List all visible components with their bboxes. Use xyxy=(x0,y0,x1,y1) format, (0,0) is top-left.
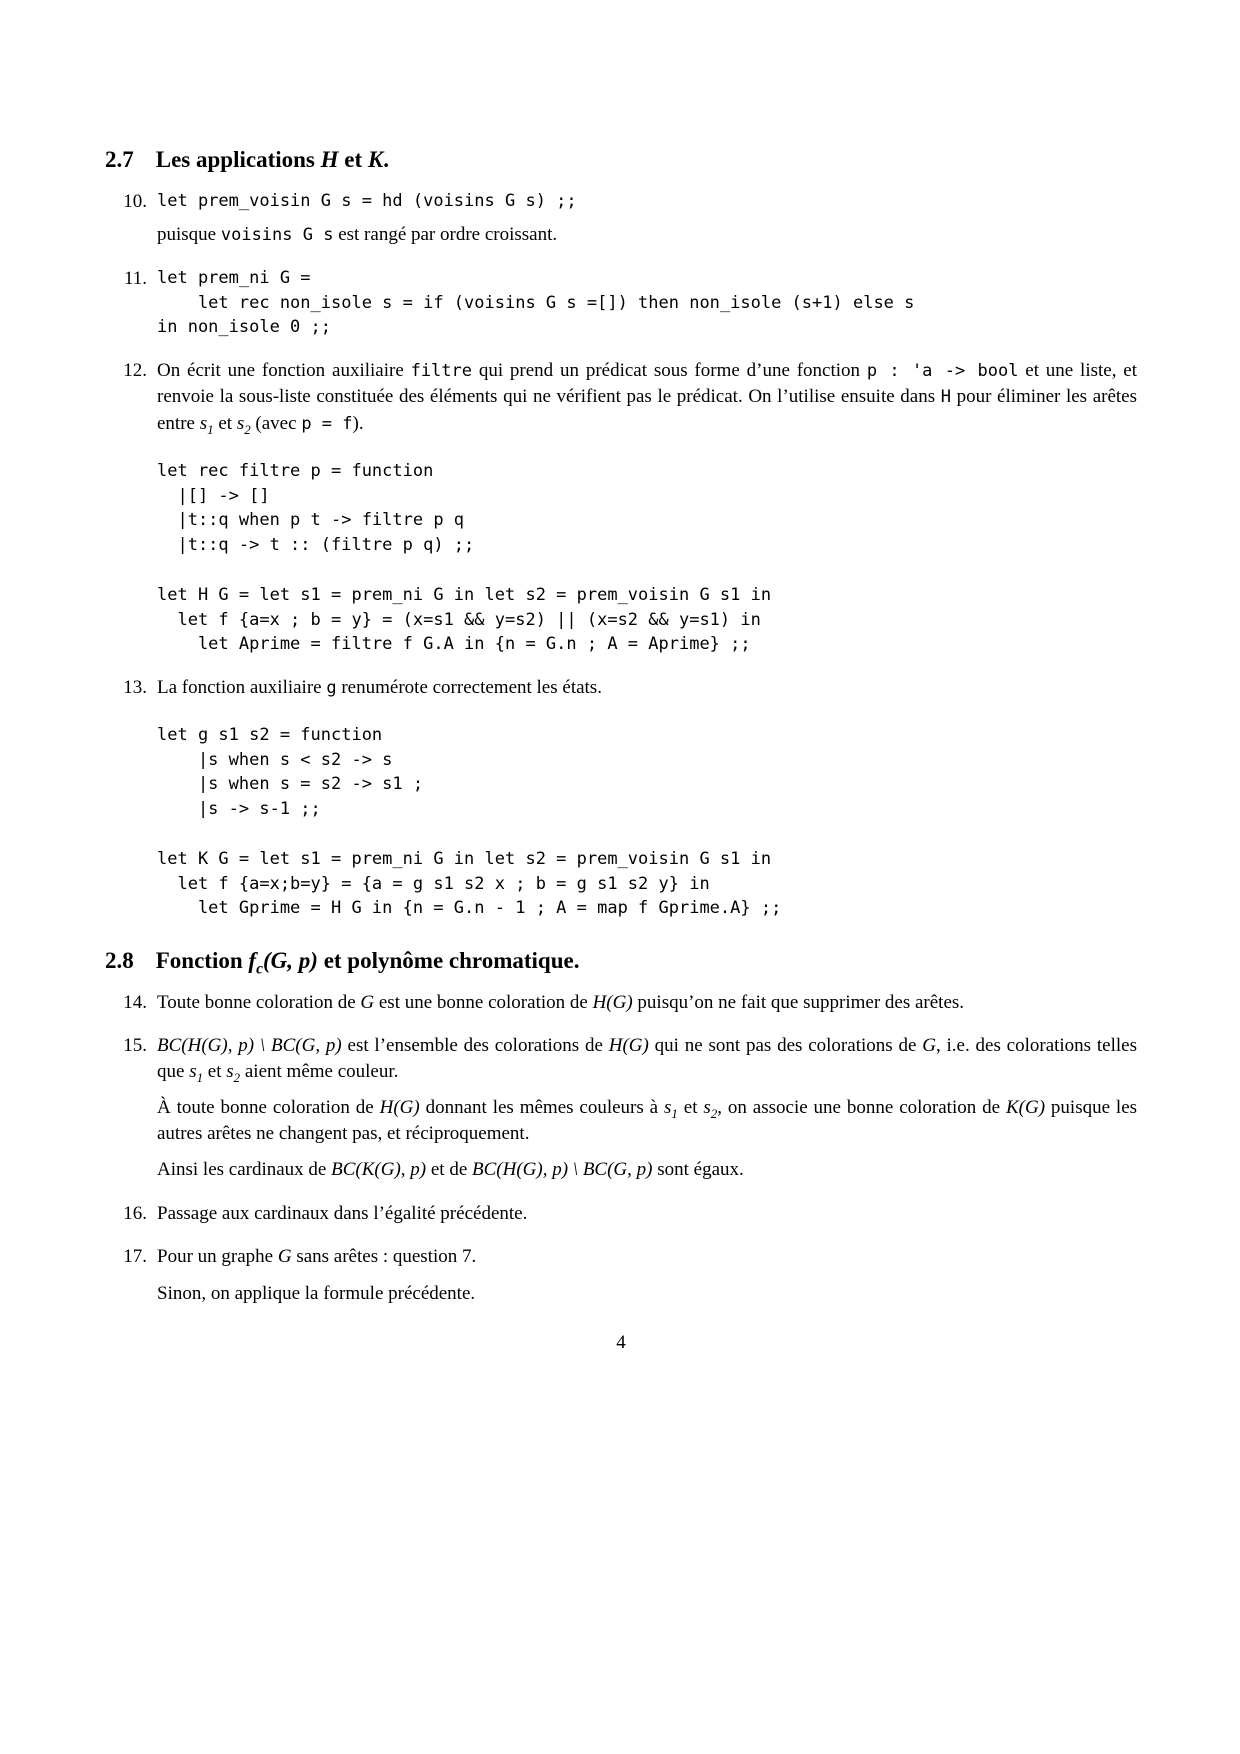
item-number: 17. xyxy=(123,1246,147,1267)
text-run: et une liste, et renvoie la sous-liste constituée des éléments qui ne vérifient pas le prédicat. On l’utilise ensuite dans xyxy=(157,359,1137,407)
code-block xyxy=(157,266,1137,340)
text-run: On écrit une fonction auxiliaire xyxy=(157,359,411,381)
code-line: |t::q -> t :: (filtre p q) ;; xyxy=(157,534,475,555)
item-body xyxy=(157,358,1137,657)
inline-code: filtre xyxy=(410,360,472,381)
text-run: qui prend un prédicat sous forme d’une fonction xyxy=(472,359,867,381)
item-number: 12. xyxy=(123,359,147,381)
math-run: H(G) xyxy=(608,1035,649,1056)
text-run: Ainsi les cardinaux de xyxy=(157,1159,332,1180)
item-number: 16. xyxy=(123,1202,147,1224)
text-run: puisque xyxy=(157,223,221,245)
math-run: $s_1$ xyxy=(664,1097,678,1121)
text-run: . xyxy=(383,147,389,172)
code-line: let K G = let s1 = prem_ni G in let s2 = prem_voisin G s1 in xyxy=(157,849,772,869)
item-body xyxy=(157,1033,1137,1183)
text-run: sans arêtes : question 7. xyxy=(291,1246,477,1267)
math-subscript: 2 xyxy=(233,1069,241,1085)
text-run: Pour un graphe xyxy=(157,1246,278,1267)
text-run: est une bonne coloration de xyxy=(374,991,593,1013)
code-block xyxy=(157,723,1137,821)
section-number: 2.8 xyxy=(105,947,134,973)
math-run: $s_2$ xyxy=(236,412,251,437)
item-body xyxy=(157,675,1137,921)
code-line: |s when s = s2 -> s1 ; xyxy=(157,774,424,794)
text-run: est rangé par ordre croissant. xyxy=(333,223,558,245)
item-number: 15. xyxy=(123,1035,147,1056)
list-item xyxy=(105,675,1137,921)
paragraph xyxy=(157,1157,1137,1183)
text-run: et xyxy=(338,147,368,172)
text-run: ). xyxy=(352,412,364,434)
paragraph xyxy=(157,990,1137,1016)
code-line: |s when s < s2 -> s xyxy=(157,749,393,770)
inline-code: H xyxy=(940,387,951,407)
list-item xyxy=(105,358,1137,657)
code-line: |s -> s-1 ;; xyxy=(157,798,321,819)
list-item xyxy=(105,189,1137,248)
item-number: 14. xyxy=(123,991,147,1013)
code-line: let rec non_isole s = if (voisins G s =[]) then non_isole (s+1) else s xyxy=(157,292,915,313)
code-block xyxy=(157,189,1137,214)
text-run: aient même couleur. xyxy=(240,1060,399,1082)
code-line: |t::q when p t -> filtre p q xyxy=(157,510,465,530)
math-subscript: 1 xyxy=(671,1105,678,1121)
paragraph xyxy=(157,1033,1137,1084)
code-line: let prem_ni G = xyxy=(157,268,311,288)
list-item xyxy=(105,990,1137,1016)
math-subscript: 1 xyxy=(196,1069,204,1085)
item-body xyxy=(157,1244,1137,1306)
code-block xyxy=(157,847,1137,921)
text-run: , i.e. des colorations telles que xyxy=(157,1035,1137,1082)
math-run: (G, p) xyxy=(263,947,318,973)
list-item xyxy=(105,1244,1137,1306)
text-run: Passage aux cardinaux dans l’égalité précédente. xyxy=(157,1202,528,1224)
section-heading xyxy=(105,146,1137,173)
math-run: K xyxy=(367,147,384,172)
math-run: H xyxy=(320,147,339,172)
text-run: À toute bonne coloration de xyxy=(157,1097,380,1118)
math-run: $f_c$ xyxy=(248,947,263,978)
math-run: $s_2$ xyxy=(226,1060,241,1085)
code-line: in non_isole 0 ;; xyxy=(157,317,331,337)
paragraph xyxy=(157,222,1137,249)
math-run: BC(H(G), p) \ BC(G, p) xyxy=(157,1035,342,1056)
text-run: est l’ensemble des colorations de xyxy=(341,1035,609,1056)
section-number: 2.7 xyxy=(105,147,134,172)
item-body xyxy=(157,266,1137,340)
document-content xyxy=(105,146,1137,1354)
item-body xyxy=(157,1201,1137,1227)
item-number: 13. xyxy=(123,676,147,698)
list-item xyxy=(105,266,1137,340)
math-run: BC(H(G), p) \ BC(G, p) xyxy=(472,1159,653,1180)
code-line: let Aprime = filtre f G.A in {n = G.n ; A = Aprime} ;; xyxy=(157,634,751,654)
code-line: let g s1 s2 = function xyxy=(157,725,383,745)
inline-code: p = f xyxy=(301,413,353,434)
math-run: H(G) xyxy=(379,1097,420,1118)
inline-code: voisins G s xyxy=(220,224,334,245)
text-run: puisqu’on ne fait que supprimer des arêtes. xyxy=(632,991,965,1013)
text-run: et xyxy=(203,1060,227,1082)
item-number: 11. xyxy=(123,268,147,289)
paragraph xyxy=(157,1095,1137,1146)
text-run: puisque les autres arêtes ne changent pas, et réciproquement. xyxy=(157,1097,1138,1144)
code-line: let Gprime = H G in {n = G.n - 1 ; A = map f Gprime.A} ;; xyxy=(157,898,782,918)
code-line: let H G = let s1 = prem_ni G in let s2 = prem_voisin G s1 in xyxy=(157,585,772,605)
inline-code: g xyxy=(326,677,337,698)
item-body xyxy=(157,990,1137,1016)
text-run: qui ne sont pas des colorations de xyxy=(648,1035,923,1056)
math-run: G xyxy=(922,1035,936,1056)
list-item xyxy=(105,1201,1137,1227)
code-line: let f {a=x;b=y} = {a = g s1 s2 x ; b = g s1 s2 y} in xyxy=(157,873,710,894)
paragraph xyxy=(157,358,1137,438)
page-number: 4 xyxy=(616,1332,626,1353)
code-line: let f {a=x ; b = y} = (x=s1 && y=s2) || (x=s2 && y=s1) in xyxy=(157,609,761,630)
math-run: K(G) xyxy=(1005,1097,1046,1118)
text-run: Sinon, on applique la formule précédente. xyxy=(157,1282,476,1304)
math-run: $s_2$ xyxy=(703,1097,718,1121)
math-run: BC(K(G), p) xyxy=(331,1159,427,1180)
text-run: et xyxy=(677,1097,704,1118)
list-item xyxy=(105,1033,1137,1183)
code-block xyxy=(157,459,1137,557)
math-subscript: 1 xyxy=(207,421,214,437)
text-run: , on associe une bonne coloration de xyxy=(717,1097,1006,1118)
code-block xyxy=(157,583,1137,657)
text-run: sont égaux. xyxy=(652,1159,744,1180)
paragraph xyxy=(157,1244,1137,1270)
code-line: let prem_voisin G s = hd (voisins G s) ;; xyxy=(157,191,577,211)
item-number: 10. xyxy=(123,191,147,212)
paragraph xyxy=(157,1201,1137,1227)
section-title xyxy=(155,947,580,978)
paragraph xyxy=(157,675,1137,702)
text-run: renumérote correctement les états. xyxy=(336,676,602,698)
section-title xyxy=(156,147,389,172)
text-run: (avec xyxy=(250,412,302,434)
math-run: G xyxy=(360,991,375,1013)
text-run: La fonction auxiliaire xyxy=(157,676,327,698)
paragraph xyxy=(157,1281,1137,1307)
math-subscript: c xyxy=(256,960,263,978)
math-run: G xyxy=(277,1246,292,1267)
text-run: Fonction xyxy=(155,947,249,973)
math-run: $s_1$ xyxy=(199,412,214,437)
code-line: let rec filtre p = function xyxy=(157,461,434,481)
section-heading xyxy=(105,947,1137,978)
code-line: |[] -> [] xyxy=(157,485,270,506)
math-subscript: 2 xyxy=(244,421,251,437)
inline-code: p : 'a -> bool xyxy=(866,360,1019,381)
text-run: Les applications xyxy=(155,147,321,172)
math-run: H(G) xyxy=(592,991,633,1013)
text-run: et polynôme chromatique. xyxy=(317,947,580,973)
item-body xyxy=(157,189,1137,248)
text-run: et xyxy=(213,412,237,434)
math-subscript: 2 xyxy=(710,1105,718,1121)
text-run: et de xyxy=(426,1159,473,1180)
text-run: donnant les mêmes couleurs à xyxy=(419,1097,665,1118)
text-run: Toute bonne coloration de xyxy=(157,991,361,1013)
text-run: pour éliminer les arêtes entre xyxy=(157,386,1137,434)
math-run: $s_1$ xyxy=(189,1060,204,1085)
